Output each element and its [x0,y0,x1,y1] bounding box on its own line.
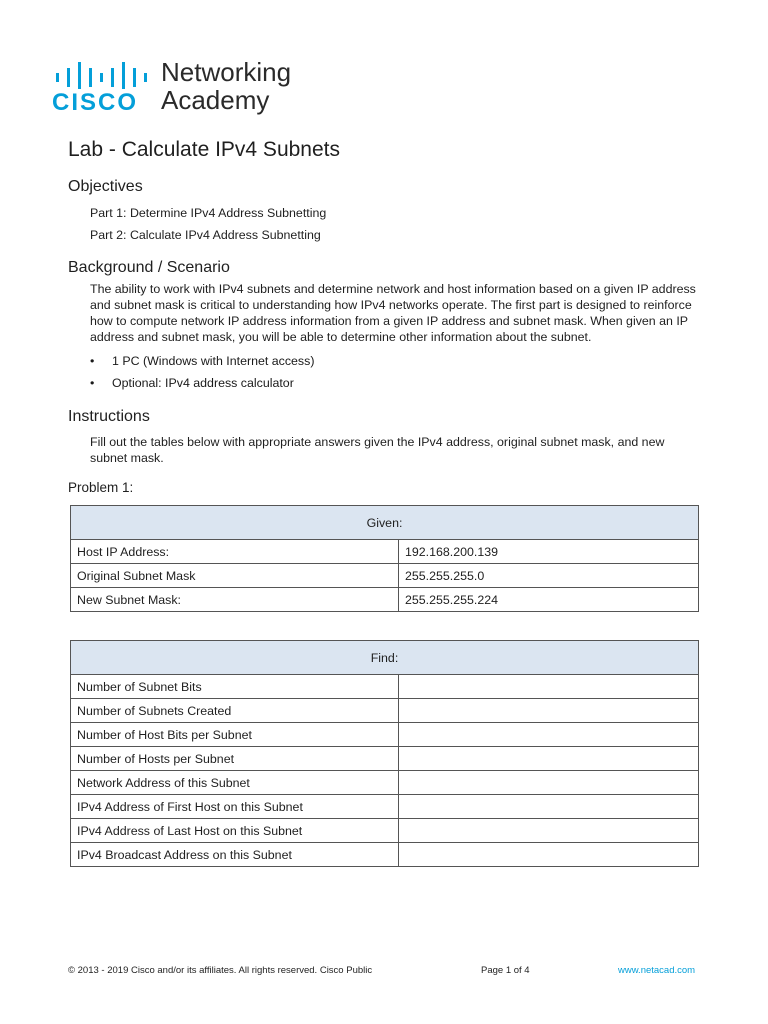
table-row [71,588,699,612]
logo-academy-text: Academy [161,85,270,115]
table-row [71,699,699,723]
footer-website-link[interactable]: www.netacad.com [618,965,696,976]
table-row [71,819,699,843]
footer-page-number: Page 1 of 4 [481,965,530,976]
bullet-glyph: • [90,376,95,390]
table-cell-label: IPv4 Address of Last Host on this Subnet [71,819,399,843]
table-row [71,540,699,564]
table-cell-label: Number of Host Bits per Subnet [71,723,399,747]
footer-copyright: © 2013 - 2019 Cisco and/or its affiliates. All rights reserved. Cisco Public [68,965,373,976]
table-cell-value: 255.255.255.0 [399,564,699,588]
find-table-header: Find: [71,641,699,675]
table-cell-label: Number of Subnets Created [71,699,399,723]
list-item-text: Optional: IPv4 address calculator [112,376,294,390]
background-heading: Background / Scenario [68,259,230,276]
table-row [71,747,699,771]
table-cell-value: 255.255.255.224 [399,588,699,612]
table-row [71,564,699,588]
list-item [90,353,314,369]
table-row [71,795,699,819]
list-item-text: 1 PC (Windows with Internet access) [112,354,315,368]
objective-part-1: Part 1: Determine IPv4 Address Subnetting [90,206,327,220]
table-cell-label: New Subnet Mask: [71,588,399,612]
table-row [71,771,699,795]
given-table-header: Given: [71,506,699,540]
cisco-networking-academy-logo [52,56,312,118]
instructions-heading: Instructions [68,408,150,425]
table-cell-label: IPv4 Address of First Host on this Subnet [71,795,399,819]
answer-cell[interactable] [399,747,699,771]
answer-cell[interactable] [399,795,699,819]
table-cell-label: Network Address of this Subnet [71,771,399,795]
list-item [90,375,294,391]
objectives-heading: Objectives [68,178,143,195]
page-title: Lab - Calculate IPv4 Subnets [68,138,340,161]
background-paragraph: The ability to work with IPv4 subnets and determine network and host information based on a given IP address and subnet mask is critical to understanding how IPv4 networks operate. The first part is designed to reinforce how to compute network IP address information from a given IP address and subnet mask. When given an IP address and subnet mask, you will be able to determine other information about the subnet. [90,282,696,344]
table-row [71,843,699,867]
table-row [71,641,699,675]
table-row [71,723,699,747]
answer-cell[interactable] [399,675,699,699]
bullet-glyph: • [90,354,95,368]
table-cell-label: Number of Subnet Bits [71,675,399,699]
answer-cell[interactable] [399,771,699,795]
cisco-wordmark: CISCO [52,89,139,116]
table-row [71,506,699,540]
table-row [71,675,699,699]
answer-cell[interactable] [399,723,699,747]
cisco-bars-icon [54,60,150,90]
logo-networking-text: Networking [161,57,292,87]
table-cell-label: Original Subnet Mask [71,564,399,588]
instructions-paragraph: Fill out the tables below with appropriate answers given the IPv4 address, original subnet mask, and new subnet mask. [90,435,665,465]
table-cell-value: 192.168.200.139 [399,540,699,564]
objective-part-2: Part 2: Calculate IPv4 Address Subnetting [90,228,321,242]
answer-cell[interactable] [399,819,699,843]
answer-cell[interactable] [399,843,699,867]
table-cell-label: IPv4 Broadcast Address on this Subnet [71,843,399,867]
answer-cell[interactable] [399,699,699,723]
table-cell-label: Number of Hosts per Subnet [71,747,399,771]
table-cell-label: Host IP Address: [71,540,399,564]
given-table [70,505,699,612]
find-table [70,640,699,867]
problem-label: Problem 1: [68,480,134,495]
